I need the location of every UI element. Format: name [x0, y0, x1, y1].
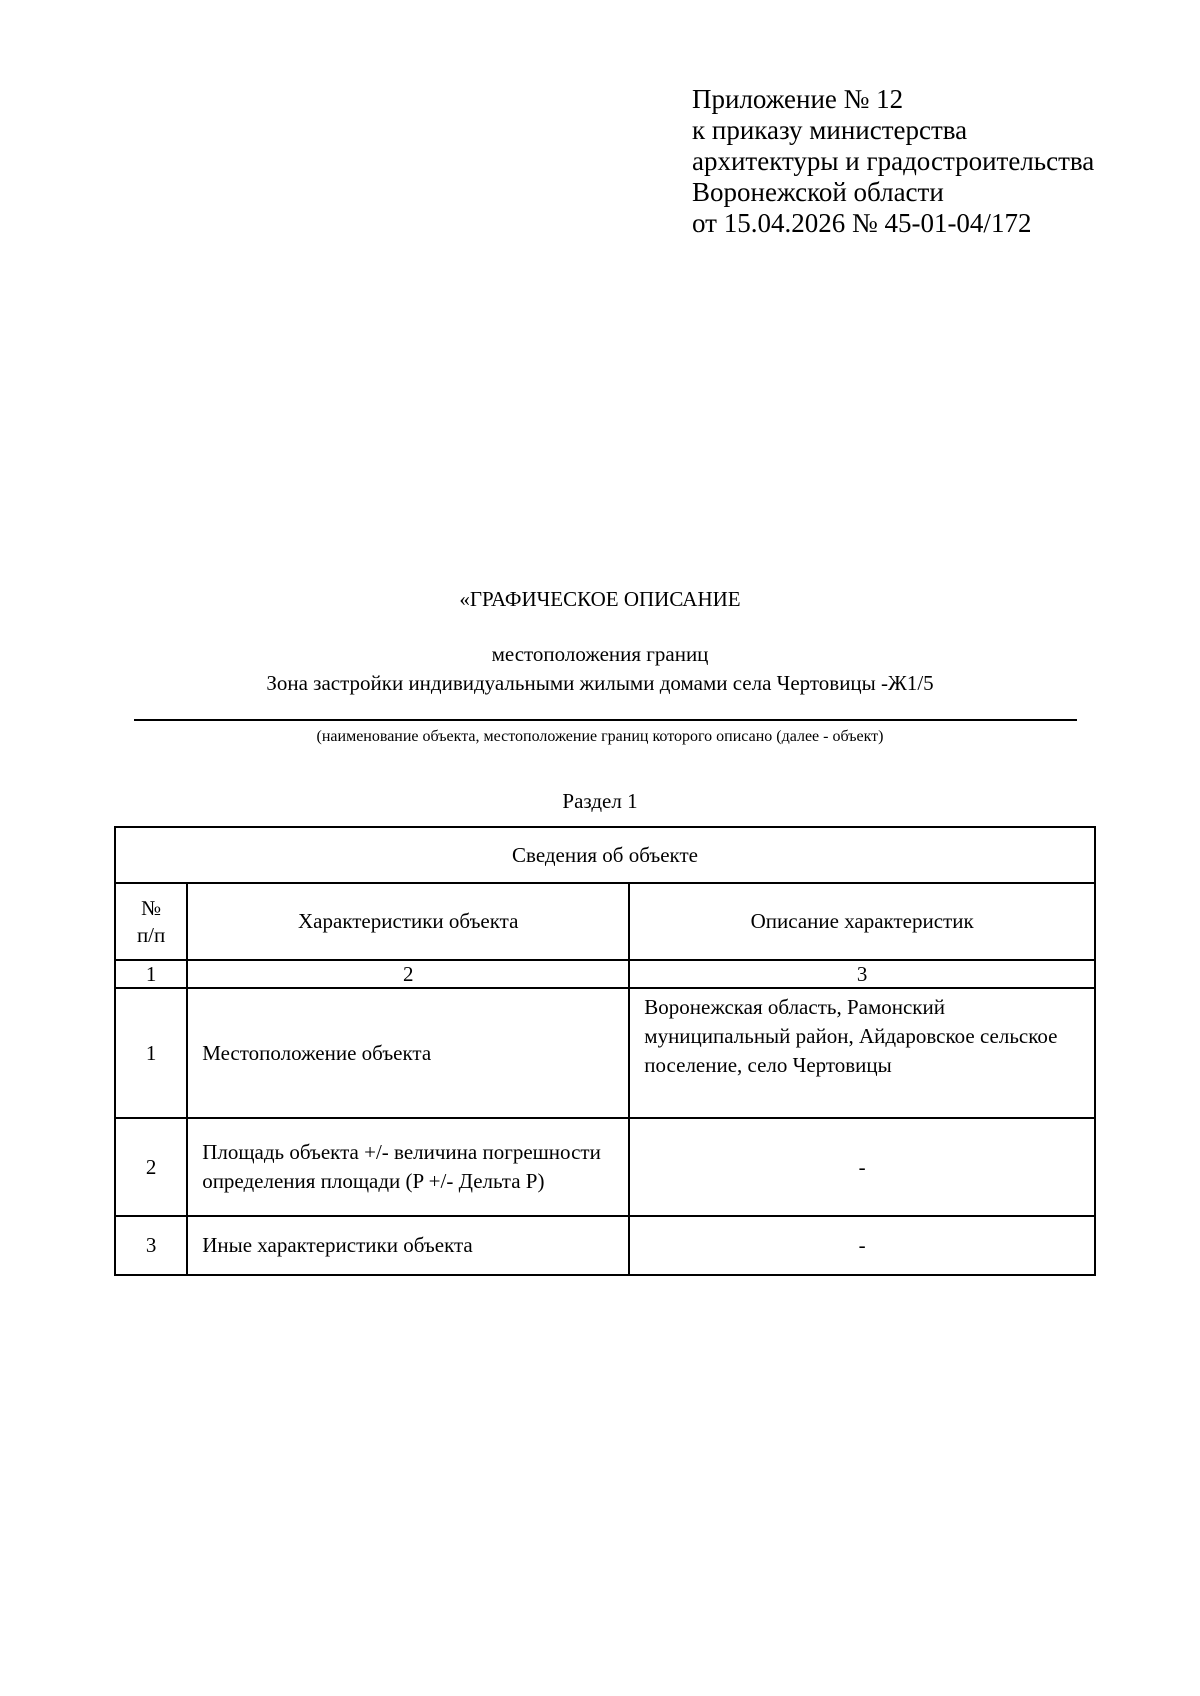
column-header-num-symbol: №	[141, 895, 162, 920]
annex-region: Воронежской области	[692, 177, 944, 207]
annex-number: Приложение № 12	[692, 84, 904, 114]
column-header-description: Описание характеристик	[629, 883, 1095, 960]
column-header-num	[115, 883, 187, 960]
column-header-characteristic: Характеристики объекта	[187, 883, 629, 960]
column-index: 3	[629, 960, 1095, 988]
row-characteristic: Площадь объекта +/- величина погрешности определения площади (P +/- Дельта P)	[187, 1118, 629, 1216]
column-index: 2	[187, 960, 629, 988]
row-description: -	[629, 1118, 1095, 1216]
document-subtitle	[0, 640, 1200, 698]
row-number: 3	[115, 1216, 187, 1275]
annex-date-number: от 15.04.2026 № 45-01-04/172	[692, 208, 1032, 238]
object-name-caption: (наименование объекта, местоположение границ которого описано (далее - объект)	[316, 728, 884, 745]
annex-order-ref: к приказу министерства	[692, 115, 968, 145]
section-heading: Раздел 1	[562, 789, 638, 813]
object-name-underline	[134, 719, 1077, 721]
table-header: Сведения об объекте	[115, 827, 1095, 883]
row-number: 2	[115, 1118, 187, 1216]
annex-ministry: архитектуры и градостроительства	[692, 146, 1095, 176]
table-row	[115, 1118, 1095, 1216]
annex-block	[692, 84, 1094, 239]
object-info-table	[114, 826, 1096, 1276]
document-title: «ГРАФИЧЕСКОЕ ОПИСАНИЕ	[459, 587, 741, 611]
row-number: 1	[115, 988, 187, 1118]
column-index: 1	[115, 960, 187, 988]
column-header-num-abbr: п/п	[136, 922, 166, 947]
row-characteristic: Местоположение объекта	[187, 988, 629, 1118]
row-characteristic: Иные характеристики объекта	[187, 1216, 629, 1275]
table-header-row	[115, 827, 1095, 883]
table-row	[115, 1216, 1095, 1275]
row-description: -	[629, 1216, 1095, 1275]
column-headers-row	[115, 883, 1095, 960]
row-description: Воронежская область, Рамонский муниципальный район, Айдаровское сельское поселение, село Чертовицы	[629, 988, 1095, 1118]
table-row	[115, 988, 1095, 1118]
column-index-row	[115, 960, 1095, 988]
subtitle-line-1: местоположения границ	[491, 642, 709, 666]
object-name: Зона застройки индивидуальными жилыми домами села Чертовицы -Ж1/5	[266, 671, 934, 695]
